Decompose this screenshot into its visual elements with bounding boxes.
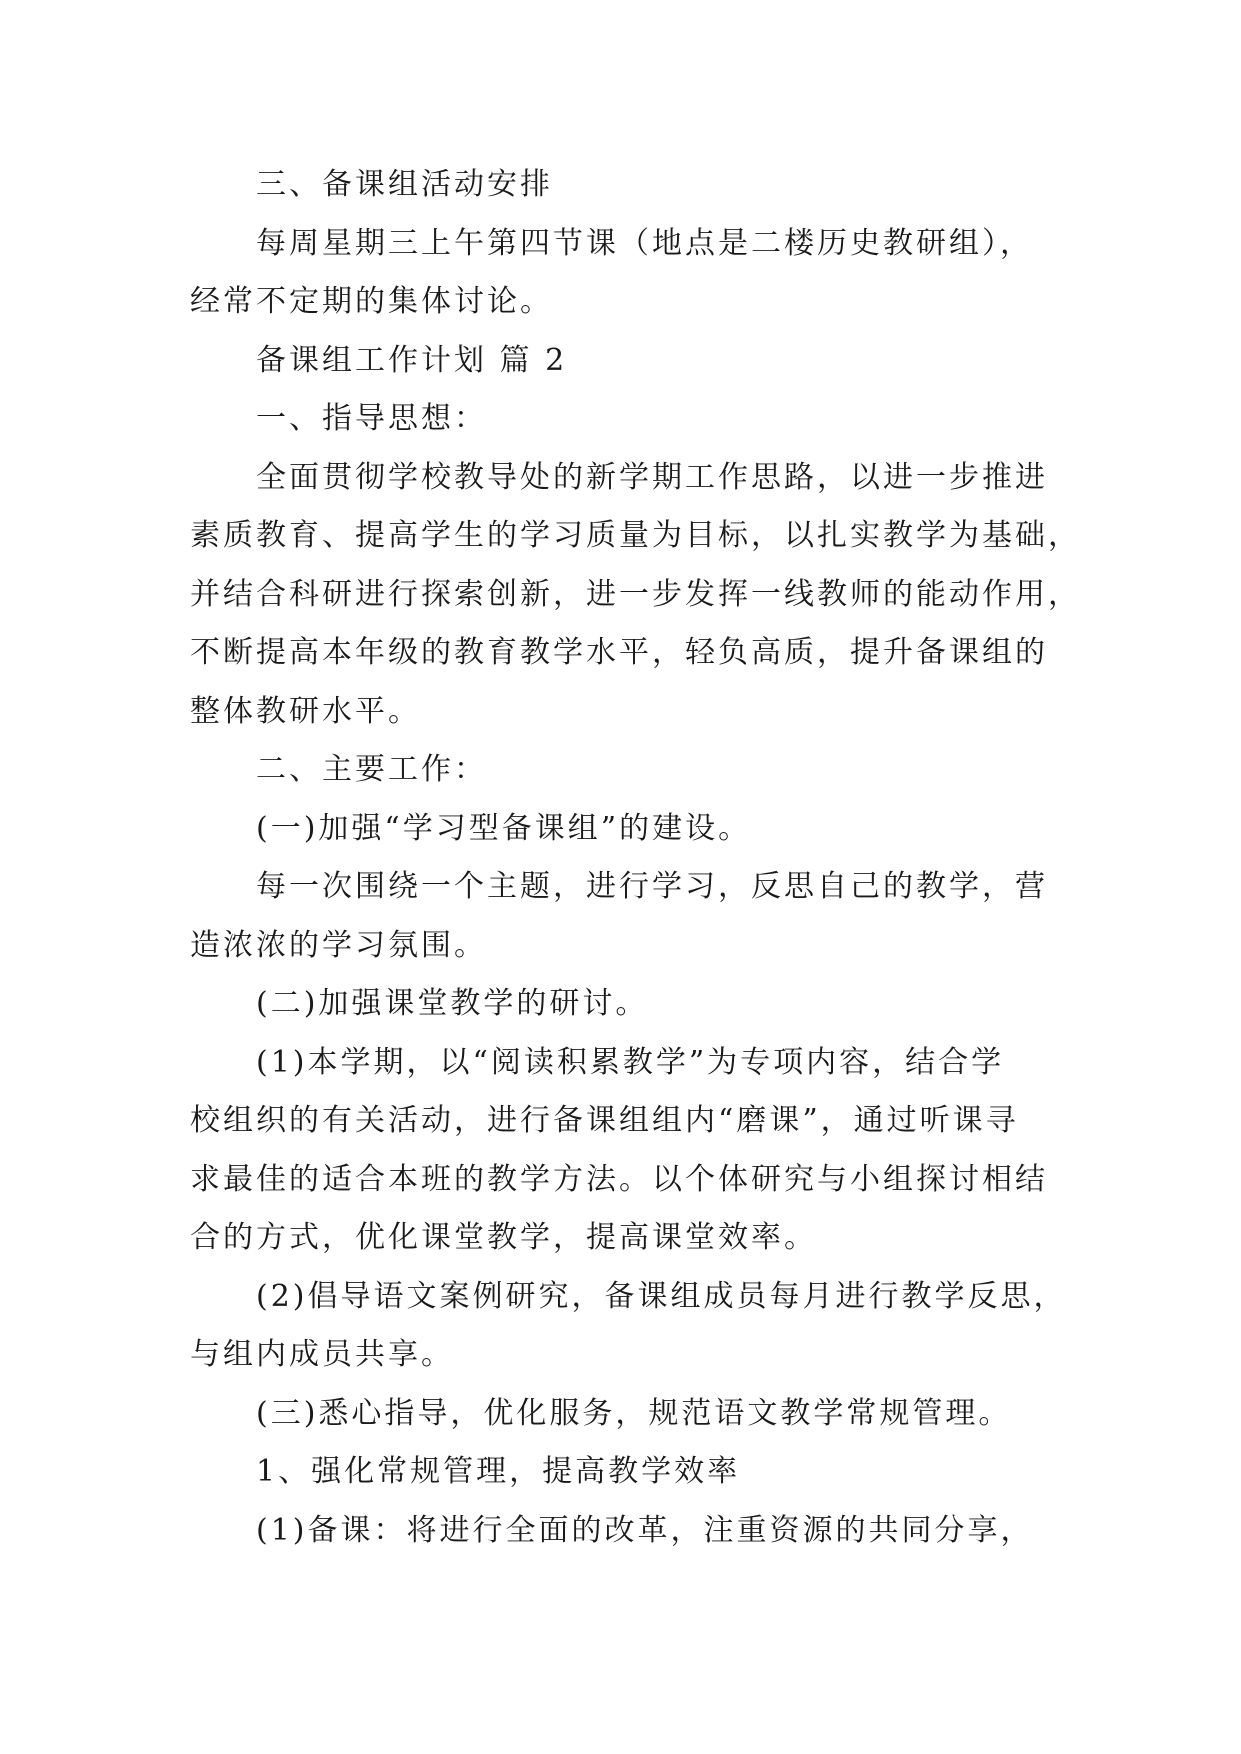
section-heading: 三、备课组活动安排 xyxy=(256,167,553,202)
paragraph-line: 与组内成员共享。 xyxy=(190,1337,454,1372)
list-item: (1)本学期，以“阅读积累教学”为专项内容，结合学 xyxy=(256,1044,1005,1080)
paragraph-line: 校组织的有关活动，进行备课组组内“磨课”，通过听课寻 xyxy=(190,1103,1019,1138)
paragraph-line: 每一次围绕一个主题，进行学习，反思自己的教学，营 xyxy=(256,869,1048,904)
list-item: 1、强化常规管理，提高教学效率 xyxy=(256,1454,741,1489)
paragraph-line: 造浓浓的学习氛围。 xyxy=(190,927,487,963)
paragraph-line: 全面贯彻学校教导处的新学期工作思路，以进一步推进 xyxy=(256,459,1048,495)
list-item: (1)备课：将进行全面的改革，注重资源的共同分享， xyxy=(256,1512,1034,1548)
paragraph-line: 并结合科研进行探索创新，进一步发挥一线教师的能动作用， xyxy=(190,576,1081,612)
subsection-heading: (一)加强“学习型备课组”的建设。 xyxy=(256,810,752,846)
list-item: (2)倡导语文案例研究，备课组成员每月进行教学反思， xyxy=(256,1278,1067,1314)
paragraph-line: 求最佳的适合本班的教学方法。以个体研究与小组探讨相结 xyxy=(190,1161,1048,1197)
paragraph-line: 每周星期三上午第四节课（地点是二楼历史教研组）， xyxy=(256,225,1033,261)
paragraph-line: 合的方式，优化课堂教学，提高课堂效率。 xyxy=(190,1220,817,1255)
subsection-heading: (二)加强课堂教学的研讨。 xyxy=(256,986,649,1021)
document-body xyxy=(190,156,1081,1560)
section-heading: 一、指导思想： xyxy=(256,401,487,436)
paragraph-line: 素质教育、提高学生的学习质量为目标，以扎实教学为基础， xyxy=(190,518,1081,553)
subsection-heading: (三)悉心指导，优化服务，规范语文教学常规管理。 xyxy=(256,1395,1012,1431)
section-heading: 二、主要工作： xyxy=(256,752,487,787)
document-title: 备课组工作计划 篇 2 xyxy=(256,342,568,378)
paragraph-line: 整体教研水平。 xyxy=(190,693,421,729)
paragraph-line: 经常不定期的集体讨论。 xyxy=(190,284,553,319)
paragraph-line: 不断提高本年级的教育教学水平，轻负高质，提升备课组的 xyxy=(190,635,1048,670)
